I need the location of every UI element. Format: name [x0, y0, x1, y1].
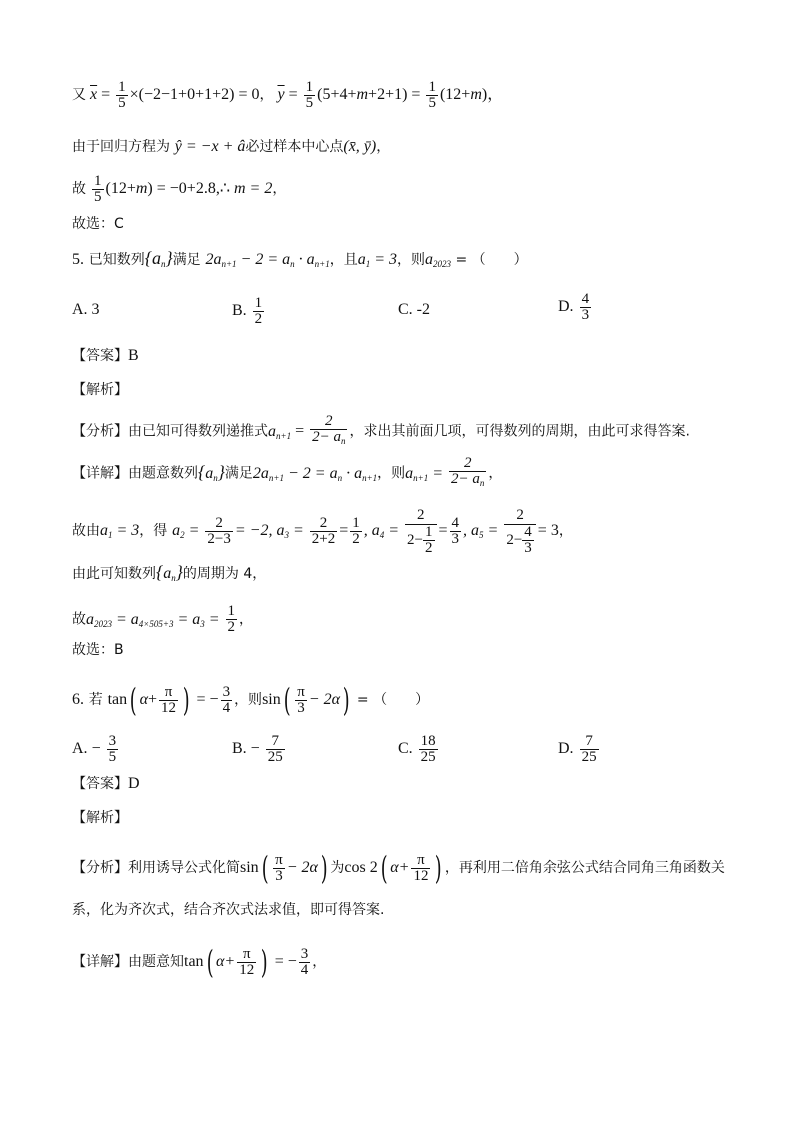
q5-fenxi: 【分析】由已知可得数列递推式$a_{n+1}$ = $\frac{2}{2- a_n}$ ，求出其前面几项，可得数列的周期，由此可求得答案. [72, 414, 690, 449]
q5-analysis-label: 【解析】 [72, 382, 128, 398]
fraction-one-fifth-d: $\frac{1}{5}$ [94, 173, 102, 205]
num: 2 [310, 516, 337, 532]
comma: ， [488, 465, 503, 482]
var-m: m [356, 86, 369, 104]
solution-line-mean: 又 $\overline{x}$ = $\frac{1}{5}$ ×(−2−1+0+1+2) = 0， $\overline{y}$ = $\frac{1}{5}$ (5+4+m+2+1) = $\frac{1}{5}$ (12+m)， [72, 79, 504, 111]
period-text-a: 由此可知数列 [72, 566, 156, 582]
q5-xiangjie: 【详解】由题意数列$\{a_n\}$满足$2a_{n+1} - 2 = a_n \cdot a_{n+1}$，则$a_{n+1}$ = $\frac{2}{2- a_n}$ ， [72, 456, 502, 491]
fenxi-text-a: 由已知可得数列递推式 [128, 423, 268, 440]
solution-line-regression [72, 136, 390, 157]
tan: tan [107, 691, 128, 708]
option-b-fraction [253, 296, 265, 327]
num: 3 [222, 683, 231, 700]
fenxi-text-c: ，再利用二倍角余弦公式结合同角三角函数关 [444, 860, 725, 876]
num: 1 [254, 295, 263, 311]
fraction-one-fifth: $\frac{1}{5}$ [118, 79, 126, 111]
y-mean-result-b: )， [481, 86, 504, 104]
option-label: B. [232, 302, 247, 320]
den: 4 [222, 699, 231, 716]
y-mean-expr-a: (5+4+ [317, 86, 357, 104]
num: 2 [205, 516, 232, 532]
lhs-sub: n+1 [276, 430, 292, 441]
ask: a [425, 251, 434, 268]
xj-text-a: 由题意知 [128, 954, 184, 970]
x-bar: $\overline{x}$ [90, 86, 98, 104]
frac-four-thirds [450, 516, 462, 547]
rec-sub: n+1 [221, 259, 237, 269]
num: 18 [420, 733, 436, 749]
frac-pi-12 [159, 685, 178, 716]
q5-text-b: 满足 [172, 252, 201, 268]
q5-text-d: ，则 [397, 252, 426, 268]
fenxi-text-a: 利用诱导公式化简 [128, 860, 240, 876]
comma: ， [312, 954, 327, 970]
x-mean-expression: ×(−2−1+0+1+2) = 0 [129, 86, 260, 104]
num: 3 [108, 733, 117, 749]
terms-text-a: 故由 [72, 523, 100, 539]
fenxi-text-b: 为 [330, 860, 345, 876]
cos: cos 2 [344, 859, 378, 876]
rec-sub3: n+1 [314, 259, 330, 269]
sin: sin [262, 691, 281, 708]
den: 2 [254, 311, 263, 327]
num: 4 [451, 514, 460, 531]
ask-end: = （ ） [451, 252, 528, 268]
q5-text-a: 已知数列 [88, 252, 145, 268]
fraction-one-fifth-c: $\frac{1}{5}$ [428, 79, 436, 111]
frac-a2 [205, 516, 232, 547]
question-number: 6. [72, 691, 84, 708]
text-regression: 由于回归方程为 [72, 139, 170, 155]
option-label: B. [232, 740, 247, 758]
den: 5 [108, 749, 117, 765]
option-c-fraction [419, 734, 438, 765]
lhs: a [268, 422, 276, 440]
xj-text-a: 由题意数列 [128, 465, 198, 482]
a1-sub: 1 [365, 259, 371, 269]
num: 7 [580, 734, 599, 750]
xiangjie-label: 【详解】 [72, 465, 128, 482]
q5-period: 由此可知数列$\{a_n\}$的周期为 4， [72, 562, 267, 583]
fenxi-label: 【分析】 [72, 423, 128, 440]
regression-equation: ŷ = −x + â [174, 138, 246, 155]
comma: ， [272, 181, 287, 198]
y-mean-result-a: (12+ [439, 86, 471, 104]
conclusion-text: 故 [72, 611, 86, 628]
q5-option-a: A. 3 [72, 301, 100, 318]
den: 2−3 [207, 530, 231, 547]
m-expr-a: (12+ [105, 180, 136, 198]
rec-sub2: n [290, 259, 295, 269]
option-label: D. [558, 740, 574, 758]
den: 3 [451, 530, 460, 547]
q6-text-a: 若 [88, 692, 103, 708]
den: 25 [420, 749, 436, 765]
num: 2 [405, 506, 436, 525]
frac-pi-3: $\frac{\pi}{3}$ [297, 683, 305, 716]
q6-option-d [558, 734, 601, 765]
a1-val: = 3 [370, 251, 398, 268]
q6-option-a [72, 734, 120, 765]
fenxi-label: 【分析】 [72, 860, 128, 876]
answer-label: 【答案】 [72, 348, 128, 364]
sub-index: 4×505+3 [138, 618, 174, 629]
q5-answer [72, 346, 139, 366]
rec-a: 2a [205, 251, 222, 268]
q6-option-c [398, 734, 440, 765]
frac-result: $\frac{1}{2}$ [227, 603, 236, 635]
y-bar: $\overline{y}$ [277, 86, 285, 104]
frac-a4: 2 2− $\frac{1}{2}$ [405, 506, 436, 556]
sign: − [250, 740, 260, 758]
comma: ， [259, 87, 274, 104]
question-5 [72, 248, 528, 274]
alpha: α [139, 691, 148, 708]
den: 2+2 [311, 530, 336, 547]
q6-option-b [232, 734, 287, 765]
eq: = − [192, 691, 219, 708]
xj-text-b: 满足 [224, 465, 253, 482]
question-number: 5. [72, 251, 84, 268]
frac-a3 [310, 516, 337, 547]
ask-end: = （ ） [352, 692, 430, 708]
comma: ， [239, 611, 254, 628]
choice-c: 故选：C [72, 216, 124, 232]
center-point: (x̄, ȳ) [343, 138, 377, 155]
a5-value: = 3 [537, 522, 559, 539]
fraction-one-fifth-b: $\frac{1}{5}$ [305, 79, 314, 111]
plus: + [148, 691, 158, 708]
ask-sub: 2023 [433, 259, 452, 269]
sign: − [91, 740, 101, 758]
seq-sub: n [160, 259, 166, 269]
comma: ， [376, 139, 391, 155]
xiangjie-label: 【详解】 [72, 954, 128, 970]
text-you: 又 [72, 87, 86, 104]
seq-open: {a [144, 248, 161, 268]
num: 2 [310, 414, 347, 430]
den: 3 [581, 307, 590, 323]
y-mean-expr-b: +2+1) = [368, 86, 421, 104]
q6-answer [72, 774, 140, 794]
answer-label: 【答案】 [72, 776, 128, 792]
den: 2 [352, 530, 360, 547]
num: 7 [266, 734, 285, 750]
frac-half [350, 516, 362, 547]
option-d-fraction [580, 734, 599, 765]
eq: = a [173, 610, 201, 628]
mid: = a [112, 610, 139, 628]
minus-2alpha: − 2α [308, 691, 340, 708]
q6-xiangjie: 【详解】由题意知tan( α+ $\frac{\pi}{12}$ ) = − $\frac{3}{4}$ ， [72, 943, 327, 981]
answer-value: B [128, 347, 139, 364]
xj-fraction: $\frac{2}{2- a_n}$ [451, 455, 485, 488]
q5-terms: 故由$a_1 = 3$，得 $a_2$ = $\frac{2}{2-3}$ = −2, $a_3$ = $\frac{2}{2+2}$ = $\frac{1}{2}$ , $a_4$ = 2 2− $\frac{1}{2}$ = $\frac{4}{3}$ , $a_5$ = 2 2− $\frac{4}{3}$ = 3， [72, 507, 573, 556]
frac-three-fourths [221, 685, 233, 716]
q5-option-b [232, 296, 266, 327]
q6-fenxi: 【分析】利用诱导公式化简sin( $\frac{\pi}{3}$ − 2α) 为cos 2( α+ $\frac{\pi}{12}$ ) ，再利用二倍角余弦公式结合同角三角函数关 [72, 849, 725, 887]
m-expr-b: ) = −0+2.8,∴ [147, 180, 234, 198]
q6-fenxi-cont: 系，化为齐次式，结合齐次式法求值，即可得答案. [72, 902, 385, 918]
solution-line-m [72, 174, 286, 205]
q5-option-c: C. -2 [398, 301, 430, 318]
comma: ， [558, 523, 573, 539]
q6-analysis-label: 【解析】 [72, 810, 128, 826]
den: 2− a [312, 429, 341, 445]
frac-a5: 2 2− $\frac{4}{3}$ [504, 506, 535, 556]
var-m: m [135, 180, 148, 198]
question-6: 6. 若 tan( α+ $\frac{\pi}{12}$ ) = − $\frac{3}{4}$ ，则sin( $\frac{\pi}{3}$ − 2α) = （ ） [72, 681, 430, 719]
text-center-point: 必过样本中心点 [245, 139, 344, 155]
option-d-fraction [580, 292, 592, 323]
frac-pi-3: $\frac{\pi}{3}$ [275, 851, 283, 884]
frac-pi-12: $\frac{\pi}{12}$ [239, 945, 255, 978]
option-label: D. [558, 298, 574, 316]
num: 4 [581, 291, 590, 307]
q6-text-b: ，则 [234, 692, 263, 708]
option-a-fraction [107, 734, 119, 765]
xj-text-c: ，则 [377, 465, 406, 482]
den: 3 [297, 699, 305, 716]
den: 25 [581, 749, 597, 765]
period-text-b: 的周期为 4， [182, 566, 267, 582]
num: π [159, 685, 178, 701]
m-result: m = 2 [234, 180, 273, 198]
rec-c: · a [294, 251, 315, 268]
option-b-fraction [266, 734, 285, 765]
den: 12 [161, 699, 177, 716]
fenxi-text-b: ，求出其前面几项，可得数列的周期，由此可求得答案. [349, 423, 690, 440]
text-gu: 故 [72, 181, 86, 198]
terms-text-b: ，得 [139, 523, 168, 539]
a1: a [357, 251, 366, 268]
q5-choice: 故选：B [72, 642, 124, 658]
num: 1 [352, 514, 360, 531]
q5-conclusion: 故$a_{2023} = a_{4\times 505+3} = a_3$ = $\frac{1}{2}$ ， [72, 603, 254, 635]
option-label: A. [72, 740, 88, 758]
q5-option-d [558, 292, 593, 323]
q5-text-c: ，且 [329, 252, 358, 268]
answer-value: D [128, 775, 140, 792]
frac-three-fourths: $\frac{3}{4}$ [300, 945, 309, 978]
option-label: C. [398, 740, 413, 758]
den: 25 [267, 749, 283, 765]
frac-pi-12: $\frac{\pi}{12}$ [413, 851, 429, 884]
seq-close: } [165, 248, 173, 268]
fenxi-fraction: $\frac{2}{2- a_n}$ [312, 413, 346, 446]
rec-b: − 2 = a [236, 251, 291, 268]
